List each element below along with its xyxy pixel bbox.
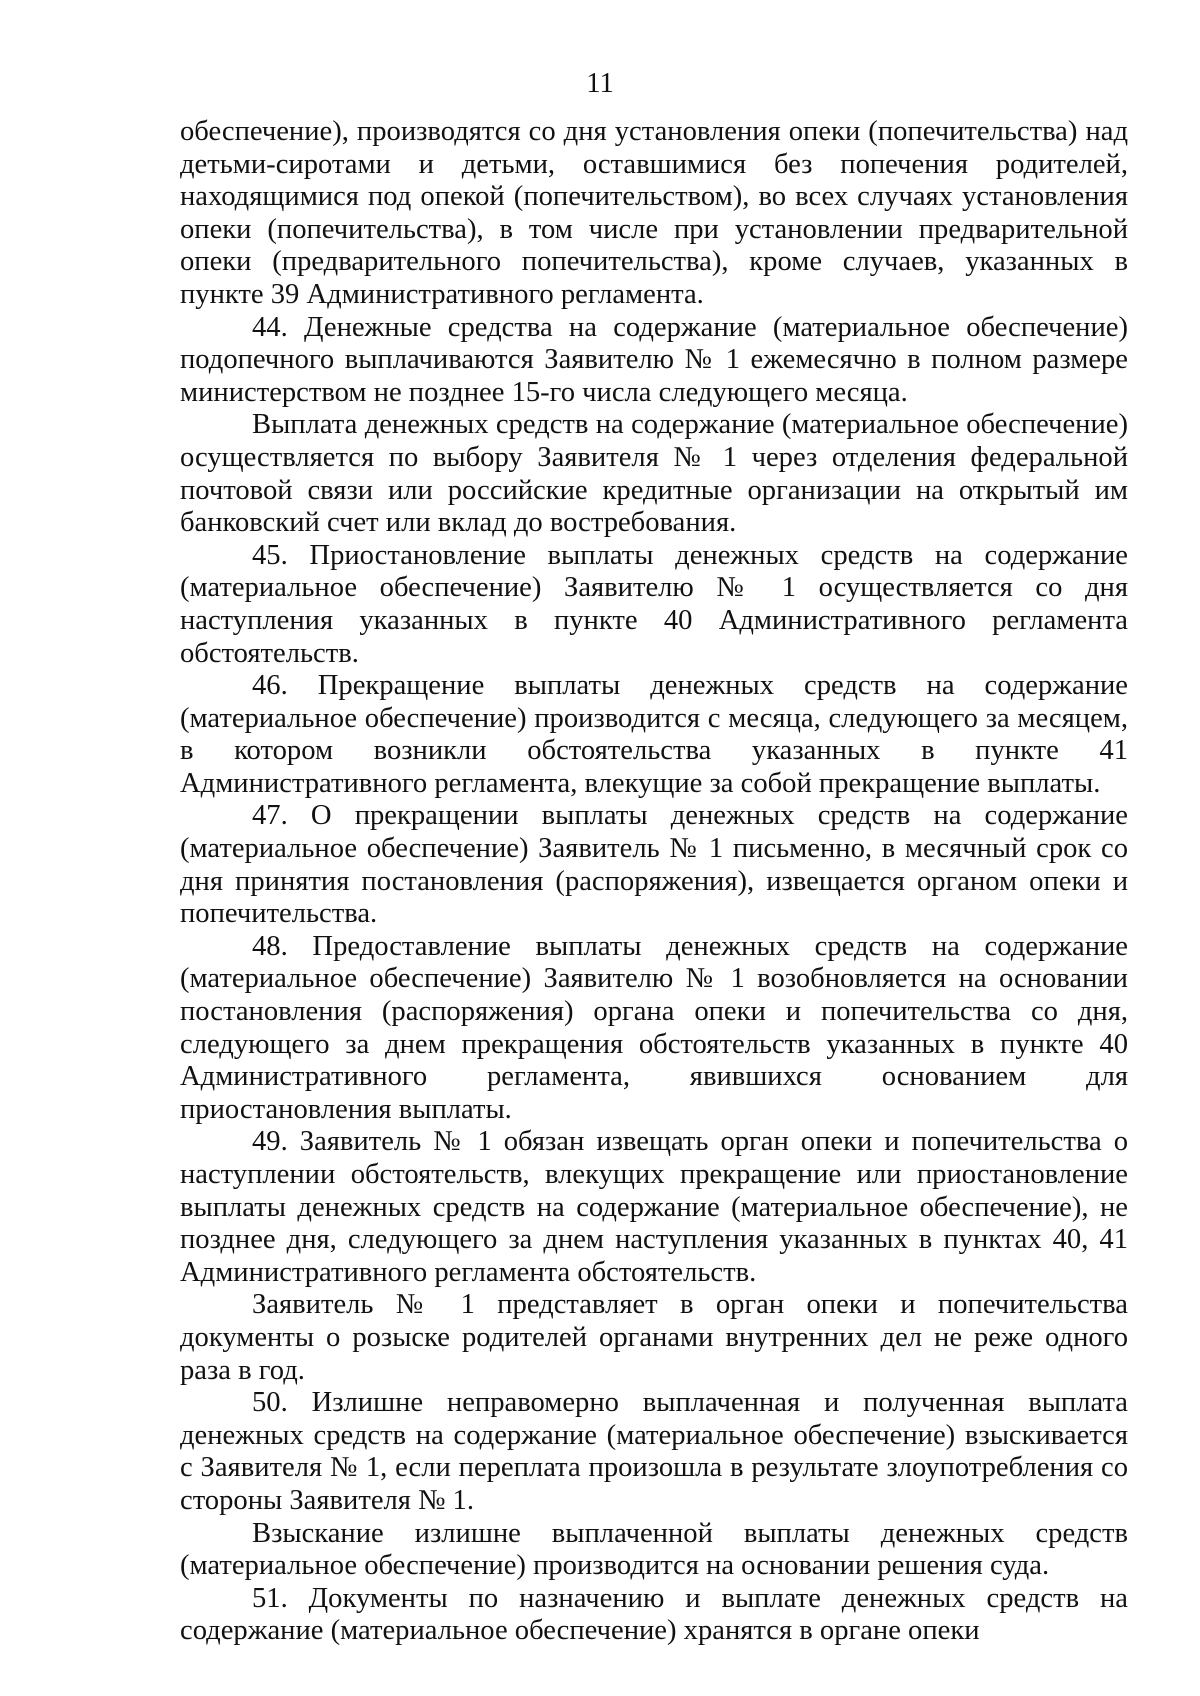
paragraph-49: 49. Заявитель № 1 обязан извещать орган опеки и попечительства о наступлении обстоятельств, влекущих прекращение или приостановление выплаты денежных средств на содержание (материальное обеспечение), не позднее дня, следующего за днем наступления указанных в пунктах 40, 41 Административного регламента обстоятельств. — [180, 1126, 1128, 1288]
page-number: 11 — [586, 68, 614, 99]
paragraph-50-recovery: Взыскание излишне выплаченной выплаты денежных средств (материальное обеспечение) производится на основании решения суда. — [180, 1517, 1128, 1582]
paragraph-44-payment: Выплата денежных средств на содержание (материальное обеспечение) осуществляется по выбору Заявителя № 1 через отделения федеральной почтовой связи или российские кредитные организации на открытый им банковский счет или вклад до востребования. — [180, 409, 1128, 539]
paragraph-continuation: обеспечение), производятся со дня установления опеки (попечительства) над детьми-сиротами и детьми, оставшимися без попечения родителей, находящимися под опекой (попечительством), во всех случаях установления опеки (попечительства), в том числе при установлении предварительной опеки (предварительного попечительства), кроме случаев, указанных в пункте 39 Административного регламента. — [180, 116, 1128, 310]
paragraph-50: 50. Излишне неправомерно выплаченная и полученная выплата денежных средств на содержание (материальное обеспечение) взыскивается с Заявителя № 1, если переплата произошла в результате злоупотребления со стороны Заявителя № 1. — [180, 1387, 1128, 1516]
paragraph-47: 47. О прекращении выплаты денежных средств на содержание (материальное обеспечение) Заявитель № 1 письменно, в месячный срок со дня принятия постановления (распоряжения), извещается органом опеки и попечительства. — [180, 800, 1128, 930]
paragraph-45: 45. Приостановление выплаты денежных средств на содержание (материальное обеспечение) Заявителю № 1 осуществляется со дня наступления указанных в пункте 40 Административного регламента обстоятельств. — [180, 539, 1128, 669]
paragraph-44: 44. Денежные средства на содержание (материальное обеспечение) подопечного выплачиваются Заявителю № 1 ежемесячно в полном размере министерством не позднее 15-го числа следующего месяца. — [180, 311, 1128, 408]
paragraph-51: 51. Документы по назначению и выплате денежных средств на содержание (материальное обеспечение) хранятся в органе опеки — [180, 1582, 1128, 1647]
document-body — [180, 116, 1128, 1648]
paragraph-46: 46. Прекращение выплаты денежных средств на содержание (материальное обеспечение) производится с месяца, следующего за месяцем, в котором возникли обстоятельства указанных в пункте 41 Административного регламента, влекущие за собой прекращение выплаты. — [180, 670, 1128, 799]
paragraph-48: 48. Предоставление выплаты денежных средств на содержание (материальное обеспечение) Заявителю № 1 возобновляется на основании постановления (распоряжения) органа опеки и попечительства со дня, следующего за днем прекращения обстоятельств указанных в пункте 40 Административного регламента, явившихся основанием для приостановления выплаты. — [180, 930, 1128, 1125]
paragraph-49-documents: Заявитель № 1 представляет в орган опеки и попечительства документы о розыске родителей органами внутренних дел не реже одного раза в год. — [180, 1289, 1128, 1386]
